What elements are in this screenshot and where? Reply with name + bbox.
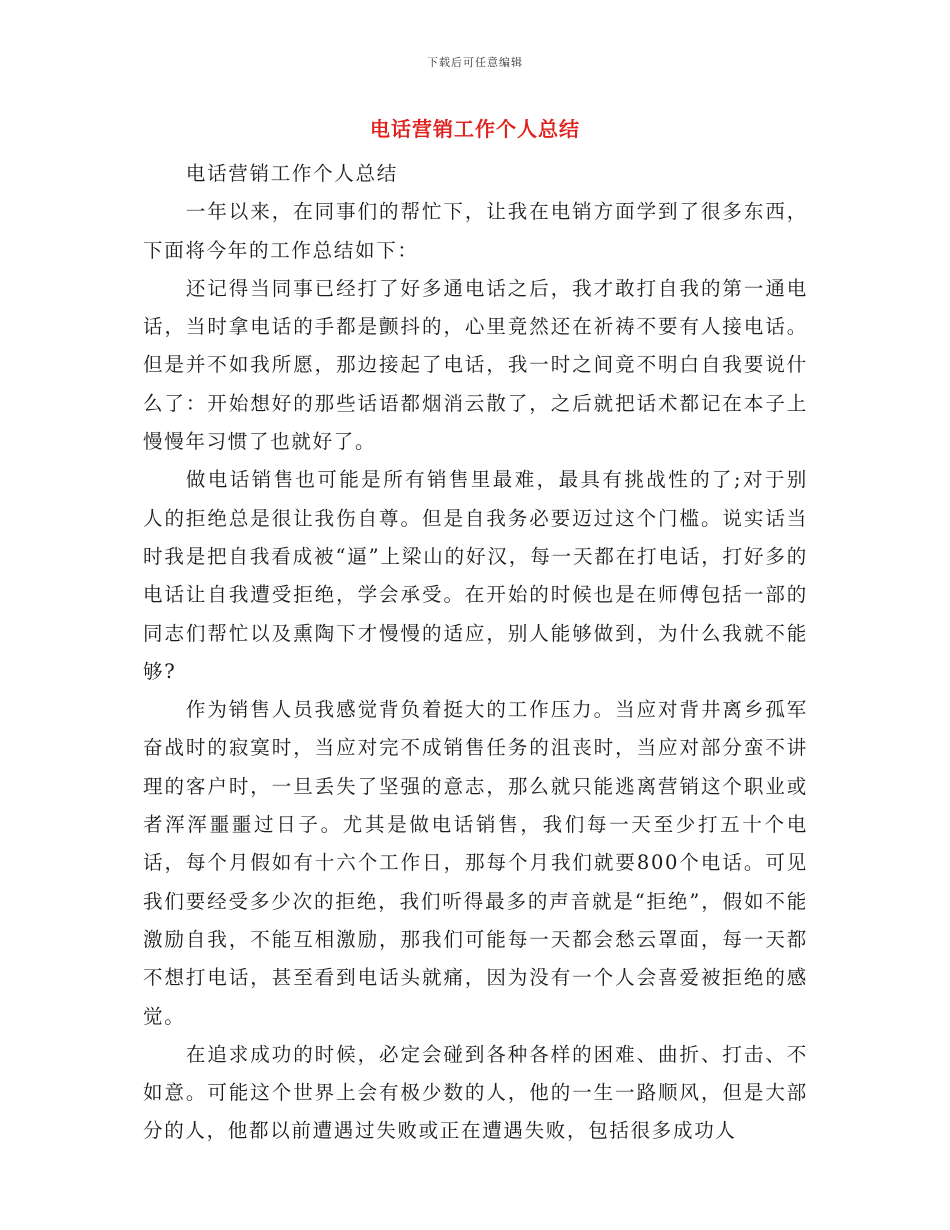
- paragraph: 在追求成功的时候，必定会碰到各种各样的困难、曲折、打击、不如意。可能这个世界上会有极少数的人，他的一生一路顺风，但是大部分的人，他都以前遭遇过失败或正在遭遇失败，包括很多成功人: [143, 1042, 808, 1143]
- paragraph-subtitle: 电话营销工作个人总结: [185, 162, 398, 185]
- paragraph: 一年以来，在同事们的帮忙下，让我在电销方面学到了很多东西，下面将今年的工作总结如下：: [143, 200, 808, 262]
- paragraph: 还记得当同事已经打了好多通电话之后，我才敢打自我的第一通电话，当时拿电话的手都是颤抖的，心里竟然还在祈祷不要有人接电话。但是并不如我所愿，那边接起了电话，我一时之间竟不明白自我要说什么了：开始想好的那些话语都烟消云散了，之后就把话术都记在本子上慢慢年习惯了也就好了。: [143, 276, 808, 454]
- paragraph: 作为销售人员我感觉背负着挺大的工作压力。当应对背井离乡孤军奋战时的寂寞时，当应对完不成销售任务的沮丧时，当应对部分蛮不讲理的客户时，一旦丢失了坚强的意志，那么就只能逃离营销这个职业或者浑浑噩噩过日子。尤其是做电话销售，我们每一天至少打五十个电话，每个月假如有十六个工作日，那每个月我们就要800个电话。可见我们要经受多少次的拒绝，我们听得最多的声音就是“拒绝”，假如不能激励自我，不能互相激励，那我们可能每一天都会愁云罩面，每一天都不想打电话，甚至看到电话头就痛，因为没有一个人会喜爱被拒绝的感觉。: [143, 698, 808, 1028]
- document-title: 电话营销工作个人总结: [370, 117, 580, 141]
- paragraph: 做电话销售也可能是所有销售里最难，最具有挑战性的了;对于别人的拒绝总是很让我伤自尊。但是自我务必要迈过这个门槛。说实话当时我是把自我看成被“逼”上梁山的好汉，每一天都在打电话，打好多的电话让自我遭受拒绝，学会承受。在开始的时候也是在师傅包括一部的同志们帮忙以及熏陶下才慢慢的适应，别人能够做到，为什么我就不能够?: [143, 468, 808, 683]
- document-body: [143, 155, 808, 1151]
- header-note: 下载后可任意编辑: [427, 56, 523, 69]
